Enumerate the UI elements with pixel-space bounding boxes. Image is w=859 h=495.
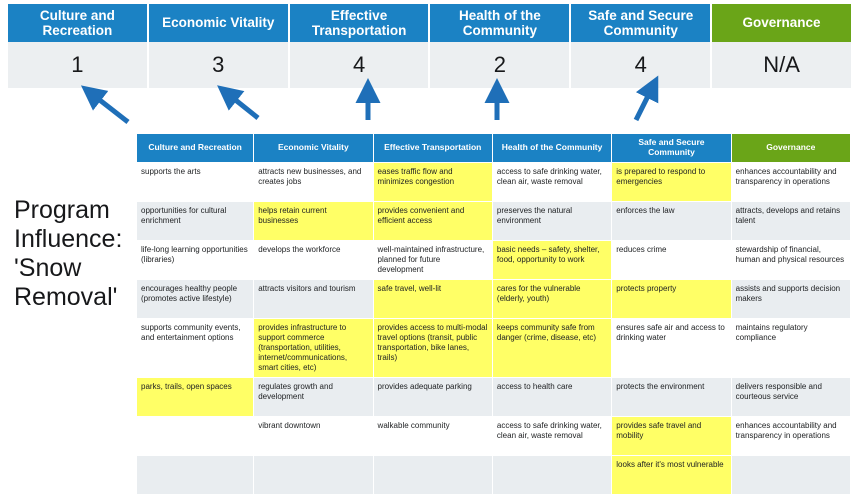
summary-header-safe-and-secure-community: Safe and Secure Community	[571, 4, 712, 42]
matrix-cell: stewardship of financial, human and physical resources	[731, 240, 850, 279]
matrix-cell: life-long learning opportunities (libraries)	[137, 240, 254, 279]
score-safe-and-secure-community: 4	[571, 42, 712, 88]
summary-header-culture-and-recreation: Culture and Recreation	[8, 4, 149, 42]
matrix-cell: delivers responsible and courteous service	[731, 377, 850, 416]
matrix-cell: provides adequate parking	[373, 377, 492, 416]
scorecard-summary-band	[8, 4, 851, 90]
matrix-cell	[137, 455, 254, 494]
score-governance: N/A	[763, 52, 800, 77]
matrix-cell: develops the workforce	[254, 240, 373, 279]
matrix-cell: parks, trails, open spaces	[137, 377, 254, 416]
matrix-header-safe-and-secure-community: Safe and Secure Community	[612, 134, 731, 163]
score-culture-and-recreation: 1	[8, 42, 149, 88]
matrix-cell: supports the arts	[137, 162, 254, 201]
matrix-cell: regulates growth and development	[254, 377, 373, 416]
matrix-cell: preserves the natural environment	[492, 201, 611, 240]
matrix-cell	[492, 455, 611, 494]
matrix-cell: encourages healthy people (promotes active lifestyle)	[137, 279, 254, 318]
summary-header-health-of-the-community: Health of the Community	[430, 4, 571, 42]
matrix-cell: looks after it's most vulnerable	[612, 455, 731, 494]
matrix-cell: protects property	[612, 279, 731, 318]
matrix-cell: provides access to multi-modal travel options (transit, public transportation, bike lanes, trails)	[373, 318, 492, 377]
matrix-header-row	[137, 134, 851, 163]
matrix-cell: access to safe drinking water, clean air, waste removal	[492, 162, 611, 201]
matrix-cell: is prepared to respond to emergencies	[612, 162, 731, 201]
matrix-row	[137, 455, 851, 494]
arrow-safe-and-secure-community	[636, 88, 652, 120]
matrix-header-effective-transportation: Effective Transportation	[373, 134, 492, 163]
matrix-cell: attracts new businesses, and creates jobs	[254, 162, 373, 201]
matrix-row	[137, 318, 851, 377]
matrix-cell: provides convenient and efficient access	[373, 201, 492, 240]
matrix-cell: access to health care	[492, 377, 611, 416]
matrix-header-economic-vitality: Economic Vitality	[254, 134, 373, 163]
matrix-cell	[731, 455, 850, 494]
summary-score-row	[8, 42, 851, 88]
outcome-statements-matrix	[136, 133, 851, 495]
matrix-cell: well-maintained infrastructure, planned for future development	[373, 240, 492, 279]
matrix-cell	[373, 455, 492, 494]
matrix-cell: safe travel, well-lit	[373, 279, 492, 318]
matrix-cell: helps retain current businesses	[254, 201, 373, 240]
matrix-cell: ensures safe air and access to drinking water	[612, 318, 731, 377]
matrix-row	[137, 377, 851, 416]
matrix-row	[137, 201, 851, 240]
matrix-cell: basic needs – safety, shelter, food, opportunity to work	[492, 240, 611, 279]
matrix-cell: maintains regulatory compliance	[731, 318, 850, 377]
matrix-cell: protects the environment	[612, 377, 731, 416]
matrix-header-health-of-the-community: Health of the Community	[492, 134, 611, 163]
matrix-cell: attracts, develops and retains talent	[731, 201, 850, 240]
matrix-cell: attracts visitors and tourism	[254, 279, 373, 318]
matrix-cell: vibrant downtown	[254, 416, 373, 455]
score-economic-vitality: 3	[149, 42, 290, 88]
summary-header-effective-transportation: Effective Transportation	[290, 4, 431, 42]
matrix-cell: supports community events, and entertainment options	[137, 318, 254, 377]
matrix-cell: enhances accountability and transparency in operations	[731, 416, 850, 455]
matrix-cell: cares for the vulnerable (elderly, youth)	[492, 279, 611, 318]
matrix-cell: eases traffic flow and minimizes congestion	[373, 162, 492, 201]
matrix-cell: enhances accountability and transparency in operations	[731, 162, 850, 201]
arrow-economic-vitality	[228, 94, 258, 118]
matrix-row	[137, 240, 851, 279]
matrix-cell: provides infrastructure to support commerce (transportation, utilities, internet/communications, smart cities, etc)	[254, 318, 373, 377]
score-effective-transportation: 4	[290, 42, 431, 88]
matrix-header-culture-and-recreation: Culture and Recreation	[137, 134, 254, 163]
matrix-row	[137, 162, 851, 201]
matrix-cell: reduces crime	[612, 240, 731, 279]
summary-header-economic-vitality: Economic Vitality	[149, 4, 290, 42]
matrix-header-governance: Governance	[731, 134, 850, 163]
matrix-cell: opportunities for cultural enrichment	[137, 201, 254, 240]
matrix-cell: keeps community safe from danger (crime, disease, etc)	[492, 318, 611, 377]
program-influence-caption: Program Influence: 'Snow Removal'	[14, 196, 123, 311]
matrix-cell: assists and supports decision makers	[731, 279, 850, 318]
matrix-cell: enforces the law	[612, 201, 731, 240]
matrix-row	[137, 279, 851, 318]
summary-header-governance: Governance	[712, 4, 851, 42]
matrix-row	[137, 416, 851, 455]
matrix-cell	[137, 416, 254, 455]
matrix-cell	[254, 455, 373, 494]
arrow-culture-and-recreation	[92, 94, 128, 122]
matrix-cell: walkable community	[373, 416, 492, 455]
summary-header-row	[8, 4, 851, 42]
matrix-body	[137, 162, 851, 494]
matrix-cell: provides safe travel and mobility	[612, 416, 731, 455]
matrix-cell: access to safe drinking water, clean air, waste removal	[492, 416, 611, 455]
score-health-of-the-community: 2	[430, 42, 571, 88]
